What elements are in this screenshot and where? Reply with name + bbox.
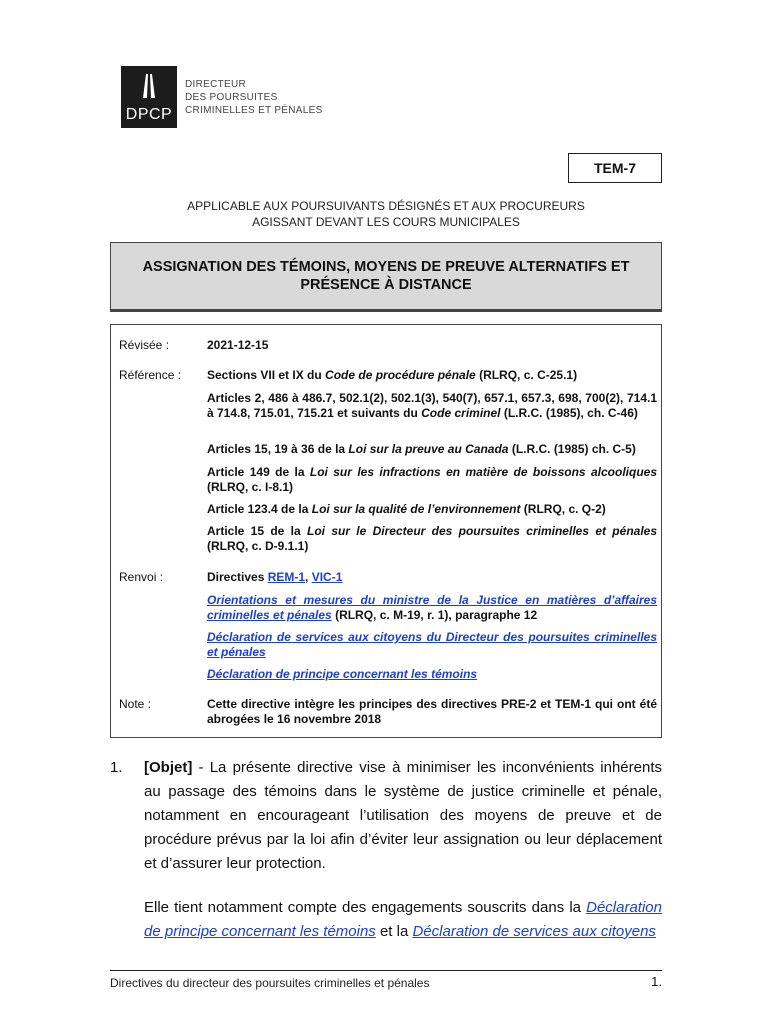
logo-abbr: DPCP: [125, 106, 173, 123]
logo-block: [121, 66, 177, 128]
renvoi-label: Renvoi :: [119, 570, 164, 584]
applicable-line-1: APPLICABLE AUX POURSUIVANTS DÉSIGNÉS ET AUX PROCUREURS: [187, 199, 585, 213]
reference-2: Articles 2, 486 à 486.7, 502.1(2), 502.1(3), 540(7), 657.1, 657.3, 698, 700(2), 714.1 à 714.8, 715.01, 715.21 et suivants du Code criminel (L.R.C. (1985), ch. C-46): [207, 391, 657, 420]
applicable-text: [110, 198, 662, 230]
logo-line-1: DIRECTEUR: [185, 79, 247, 90]
title-box: [110, 242, 662, 312]
reference-label: Référence :: [119, 368, 182, 382]
note-value: Cette directive intègre les principes des directives PRE-2 et TEM-1 qui ont été abrogées le 16 novembre 2018: [207, 697, 657, 726]
reference-6: Article 15 de la Loi sur le Directeur des poursuites criminelles et pénales (RLRQ, c. D-9.1.1): [207, 524, 658, 553]
logo-line-3: CRIMINELLES ET PÉNALES: [185, 105, 323, 116]
footer-text: Directives du directeur des poursuites criminelles et pénales: [110, 976, 430, 990]
applicable-line-2: AGISSANT DEVANT LES COURS MUNICIPALES: [252, 215, 520, 229]
declaration-services-link[interactable]: Déclaration de services aux citoyens du Directeur des poursuites criminelles et pénales: [207, 630, 657, 659]
revisee-label: Révisée :: [119, 338, 170, 352]
doc-code: TEM-7: [568, 153, 662, 183]
section-1-body: [144, 756, 662, 876]
section-1-heading: [Objet]: [144, 759, 193, 776]
vic-1-link[interactable]: VIC-1: [311, 570, 343, 584]
logo-line-2: DES POURSUITES: [185, 92, 278, 103]
logo-text: [185, 78, 323, 117]
declaration-principe-link[interactable]: Déclaration de principe concernant les témoins: [207, 667, 478, 681]
renvoi-3: [207, 630, 657, 660]
footer-divider: [110, 970, 662, 971]
orientations-link[interactable]: Orientations et mesures du ministre de la Justice en matières d’affaires criminelles et pénales: [207, 593, 657, 622]
reference-3: Articles 15, 19 à 36 de la Loi sur la preuve au Canada (L.R.C. (1985) ch. C-5): [207, 442, 636, 456]
logo-mark-icon: [143, 74, 155, 98]
renvoi-1: Directives REM-1, VIC-1: [207, 570, 343, 584]
section-1-number: 1.: [110, 759, 123, 776]
p2-declaration-principe-link[interactable]: Déclaration de principe concernant les témoins: [144, 899, 662, 940]
section-1-p2-body: Elle tient notamment compte des engagements souscrits dans la Déclaration de principe concernant les témoins et la Déclaration de services aux citoyens: [144, 899, 662, 940]
revisee-value: 2021-12-15: [207, 338, 269, 352]
doc-title: [143, 258, 630, 294]
title-line-2: PRÉSENCE À DISTANCE: [300, 277, 472, 293]
dpcp-logo: [121, 66, 323, 128]
reference-1: Sections VII et IX du Code de procédure pénale (RLRQ, c. C-25.1): [207, 368, 578, 382]
title-line-1: ASSIGNATION DES TÉMOINS, MOYENS DE PREUVE ALTERNATIFS ET: [142, 259, 630, 275]
section-1: [110, 756, 662, 876]
section-1-text: - La présente directive vise à minimiser les inconvénients inhérents au passage des témoins dans le système de justice criminelle et pénale, notamment en encourageant l’utilisation des moyens de preuve et de procédure prévus par la loi afin d’éviter leur assignation ou leur déplacement et d’assurer leur protection.: [144, 759, 662, 872]
reference-5: Article 123.4 de la Loi sur la qualité de l’environnement (RLRQ, c. Q-2): [207, 502, 606, 516]
note-label: Note :: [119, 697, 152, 711]
reference-4: Article 149 de la Loi sur les infractions en matière de boissons alcooliques (RLRQ, c. I-8.1): [207, 465, 657, 494]
page-number: 1.: [651, 974, 662, 989]
renvoi-4: [207, 667, 657, 682]
info-box: [110, 324, 662, 738]
renvoi-2: Orientations et mesures du ministre de la Justice en matières d’affaires criminelles et pénales (RLRQ, c. M-19, r. 1), paragraphe 12: [207, 593, 657, 622]
section-1-paragraph-2: [110, 896, 662, 946]
p2-declaration-services-link[interactable]: Déclaration de services aux citoyens: [412, 923, 656, 940]
rem-1-link[interactable]: REM-1: [267, 570, 306, 584]
